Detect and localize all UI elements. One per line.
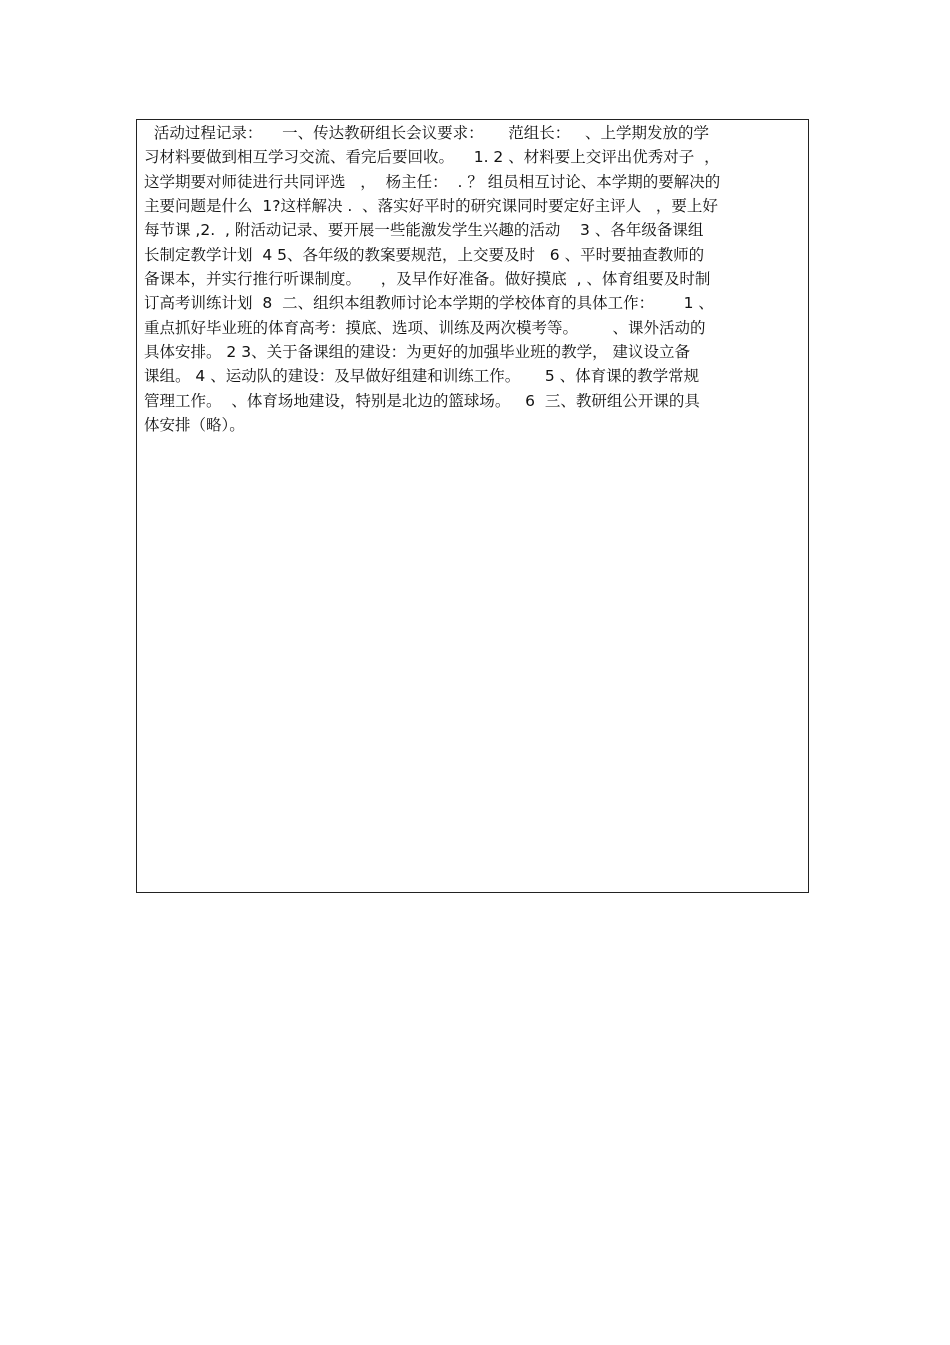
record-line: 备课本，并实行推行听课制度。 ，及早作好准备。做好摸底 , 、体育组要及时制 (144, 270, 711, 289)
record-line: 具体安排。 2 3、关于备课组的建设：为更好的加强毕业班的教学， 建议设立备 (144, 343, 691, 362)
record-line: 这学期要对师徒进行共同评选 ， 杨主任： . ？ 组员相互讨论、本学期的要解决的 (144, 172, 721, 191)
record-line: 课组。 4 、运动队的建设：及早做好组建和训练工作。 5 、体育课的教学常规 (144, 367, 700, 386)
activity-record-text (144, 121, 800, 437)
record-line: 主要问题是什么 1?这样解决 . 、落实好平时的研究课同时要定好主评人 ，要上好 (144, 197, 718, 216)
record-line: 长制定教学计划 4 5、各年级的教案要规范，上交要及时 6 、平时要抽查教师的 (144, 245, 705, 264)
record-line: 订高考训练计划 8 二、组织本组教师讨论本学期的学校体育的具体工作： 1 、 (144, 294, 714, 313)
record-line: 活动过程记录： 一、传达教研组长会议要求： 范组长： 、上学期发放的学 (144, 124, 709, 142)
record-line: 管理工作。 、体育场地建设，特别是北边的篮球场。 6 三、教研组公开课的具 (144, 391, 700, 410)
record-line: 每节课 ,2. , 附活动记录、要开展一些能激发学生兴趣的活动 3 、各年级备课组 (144, 221, 704, 240)
record-line: 体安排（略）。 (144, 416, 245, 435)
activity-record-box (136, 119, 809, 893)
record-line: 重点抓好毕业班的体育高考：摸底、选项、训练及两次模考等。 、课外活动的 (144, 318, 706, 337)
record-line: 习材料要做到相互学习交流、看完后要回收。 1. 2 、材料要上交评出优秀对子 ， (144, 148, 720, 167)
